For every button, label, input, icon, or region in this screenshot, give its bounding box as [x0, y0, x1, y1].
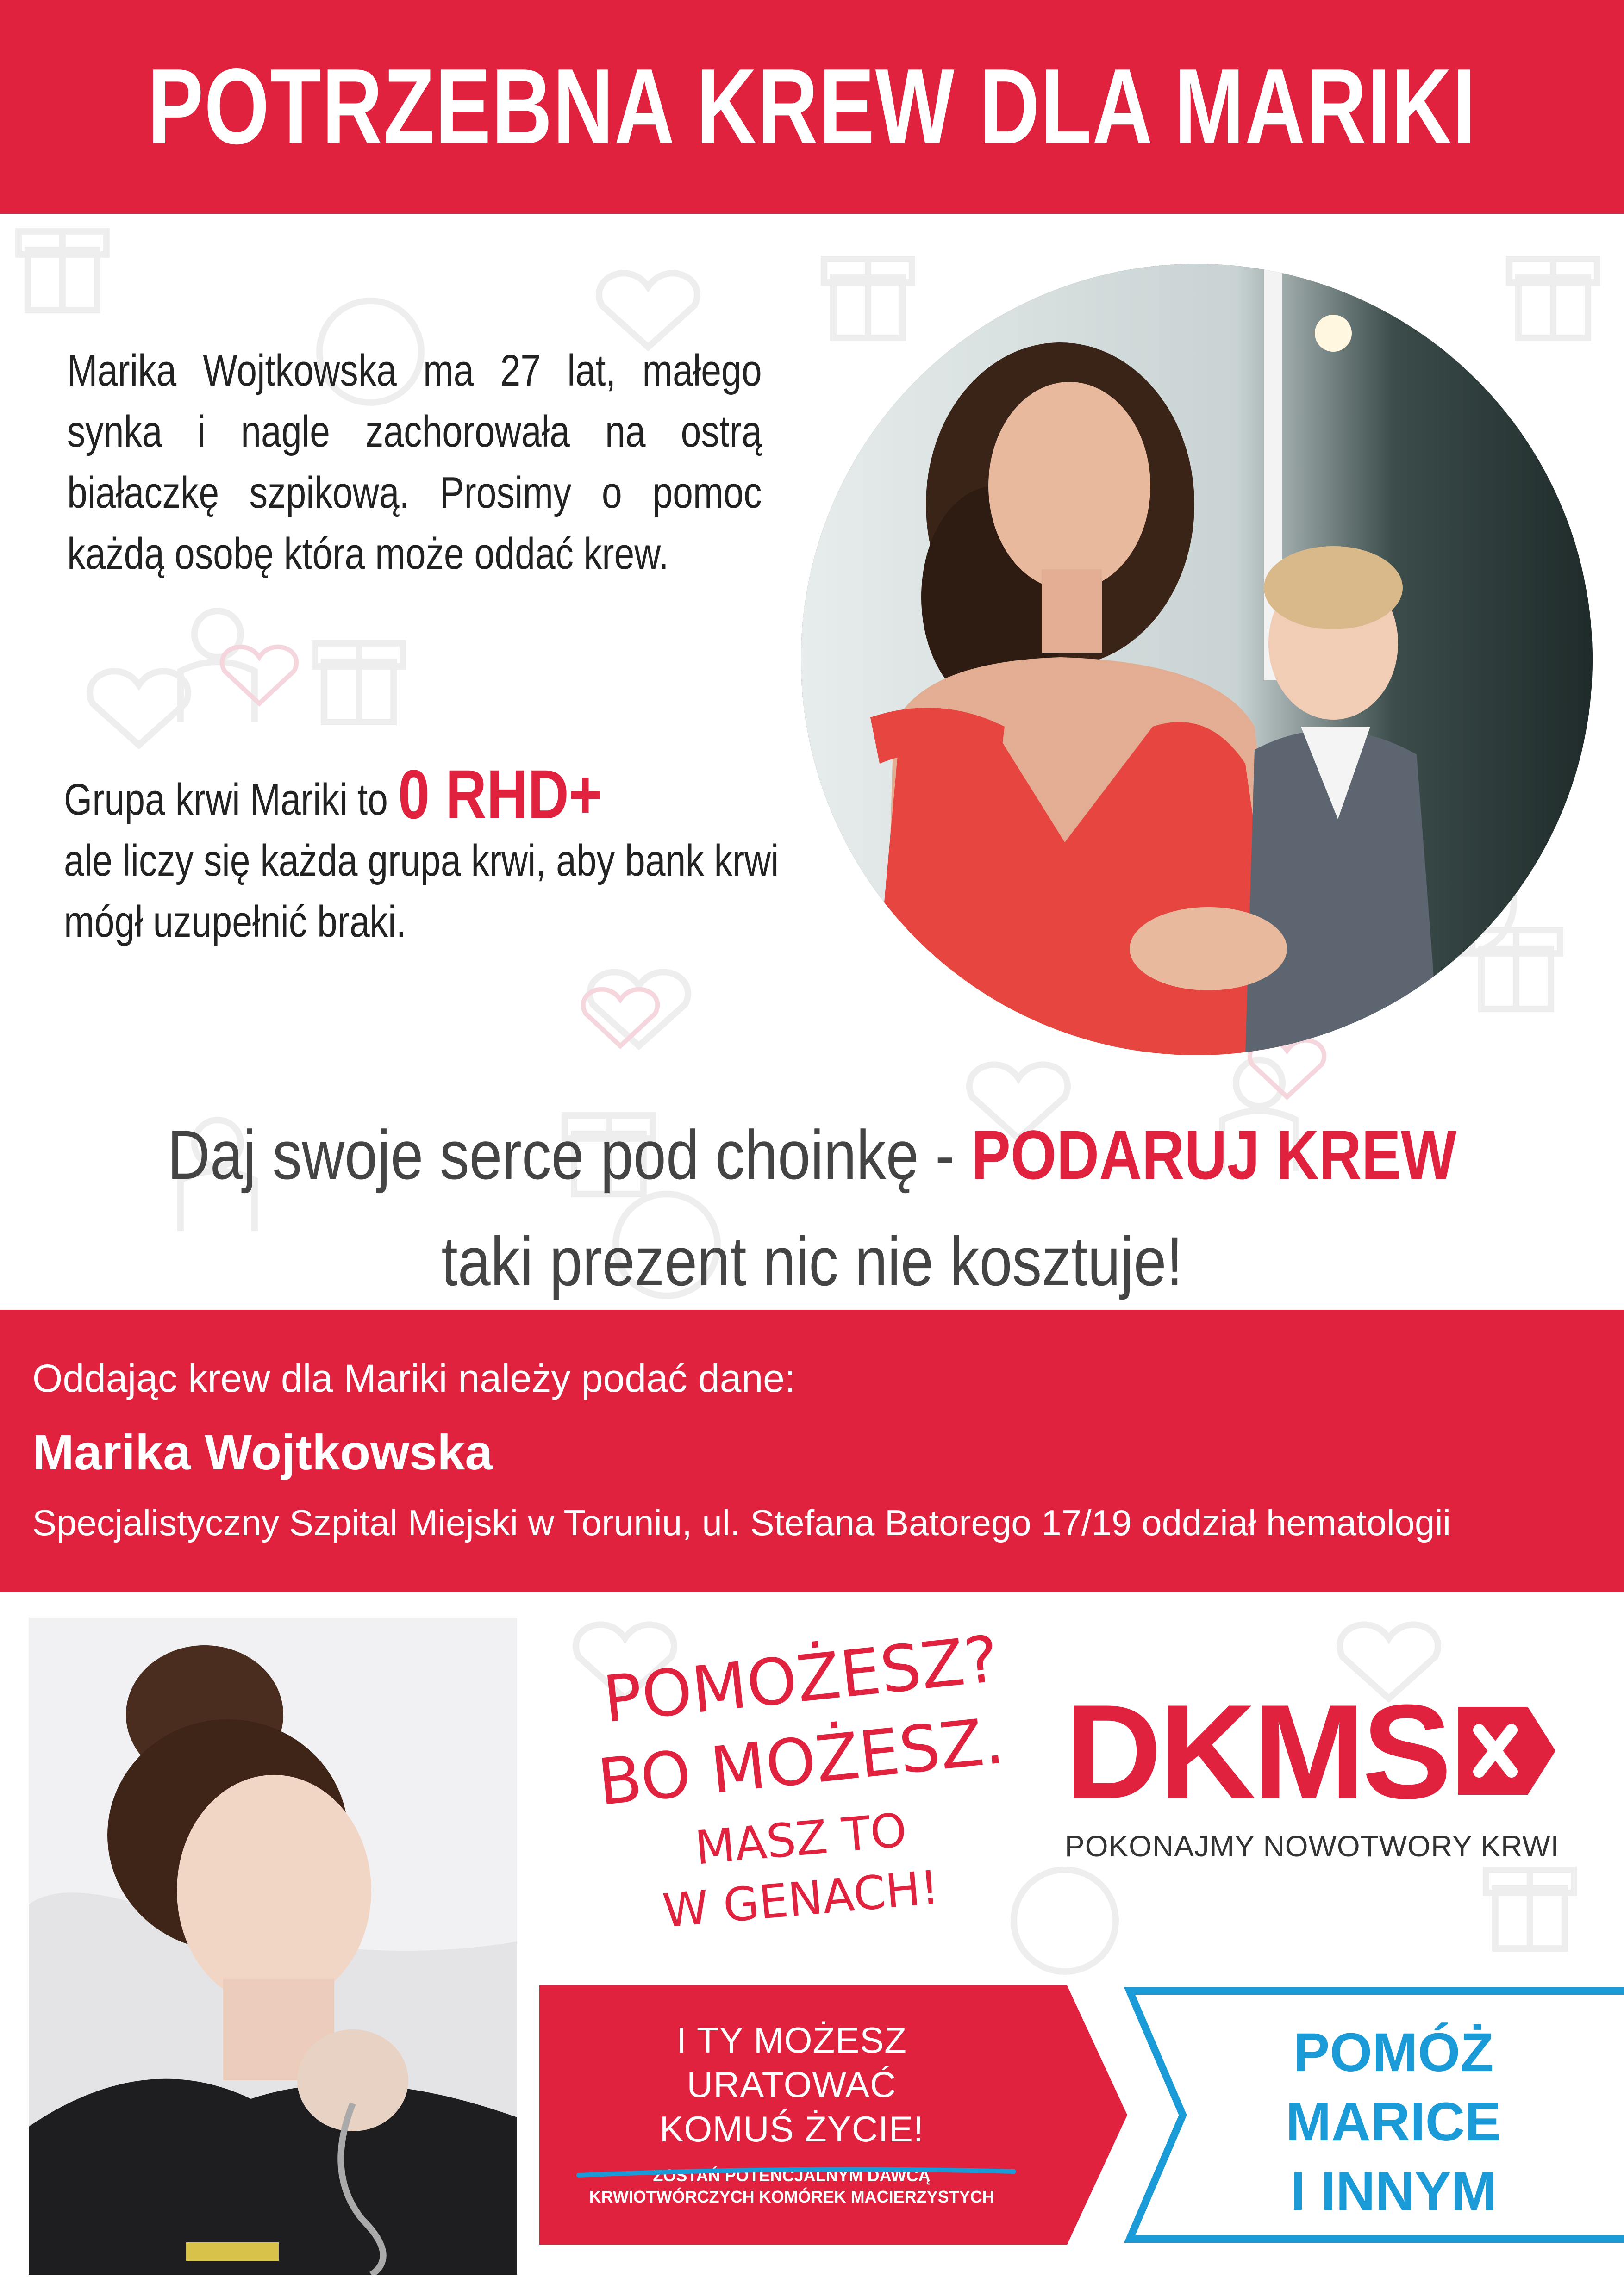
gift-icon: [1472, 930, 1560, 1009]
slogan: [0, 1101, 1624, 1314]
page-title: POTRZEBNA KREW DLA MARIKI: [147, 47, 1477, 167]
hand-line2: BO MOŻESZ.: [594, 1703, 1008, 1820]
gift-icon: [1509, 259, 1597, 338]
photo-marika-with-son: [801, 264, 1593, 1055]
patient-name: Marika Wojtkowska: [32, 1424, 493, 1480]
brush-underline: [574, 2166, 1018, 2180]
logo-wordmark: DKMS: [1065, 1677, 1449, 1827]
call-red-line2: URATOWAĆ: [687, 2064, 897, 2105]
person-icon: [181, 611, 255, 722]
blood-type: 0 RHD+: [398, 755, 602, 833]
gift-icon: [824, 259, 912, 338]
slogan-accent: PODARUJ KREW: [971, 1116, 1457, 1194]
call-red-line1: I TY MOŻESZ: [676, 2020, 907, 2060]
photo-marika-hospital: [29, 1618, 517, 2275]
heart-icon: [599, 273, 697, 347]
dkms-logo: [1065, 1677, 1593, 1863]
blood-group-paragraph: [64, 755, 786, 952]
intro-text: Marika Wojtkowska ma 27 lat, małego synka i nagle zachorowała na ostrą białaczkę szpikową. Prosimy o pomoc każdą osobę która może oddać krew.: [67, 346, 762, 579]
hand-line4: W GENACH!: [661, 1860, 941, 1938]
gift-icon: [315, 643, 403, 722]
hand-line3: MASZ TO: [693, 1803, 909, 1875]
call-to-action-blue: [1185, 2018, 1602, 2226]
hand-line1: POMOŻESZ?: [600, 1621, 1002, 1737]
call-red-line3: KOMUŚ ŻYCIE!: [659, 2109, 924, 2149]
handwritten-slogan: [574, 1621, 1028, 1938]
gift-icon: [19, 231, 106, 310]
logo-x-badge-icon: [1458, 1707, 1555, 1797]
heart-icon: [590, 972, 688, 1046]
donation-info-label: Oddając krew dla Mariki należy podać dane:: [32, 1356, 796, 1400]
slogan-line1: Daj swoje serce pod choinkę -: [167, 1116, 971, 1194]
heart-icon: [90, 671, 188, 745]
intro-paragraph: [67, 340, 762, 585]
header-band: [0, 0, 1624, 214]
call-red-small1: ZOSTAŃ POTENCJALNYM DAWCĄ: [653, 2166, 931, 2185]
gift-icon: [1486, 1870, 1574, 1948]
blood-group-suffix: ale liczy się każda grupa krwi, aby bank krwi mógł uzupełnić braki.: [64, 836, 779, 946]
call-blue-line2: MARICE: [1286, 2091, 1501, 2153]
call-blue-line1: POMÓŻ: [1293, 2022, 1494, 2083]
call-red-small2: KRWIOTWÓRCZYCH KOMÓREK MACIERZYSTYCH: [589, 2187, 994, 2206]
logo-tagline: POKONAJMY NOWOTWORY KRWI: [1065, 1829, 1560, 1863]
blood-group-prefix: Grupa krwi Mariki to: [64, 775, 398, 824]
slogan-line2: taki prezent nic nie kosztuje!: [441, 1222, 1183, 1300]
call-blue-line3: I INNYM: [1290, 2161, 1497, 2222]
hospital-address: Specjalistyczny Szpital Miejski w Toruniu, ul. Stefana Batorego 17/19 oddział hematologii: [32, 1502, 1451, 1543]
